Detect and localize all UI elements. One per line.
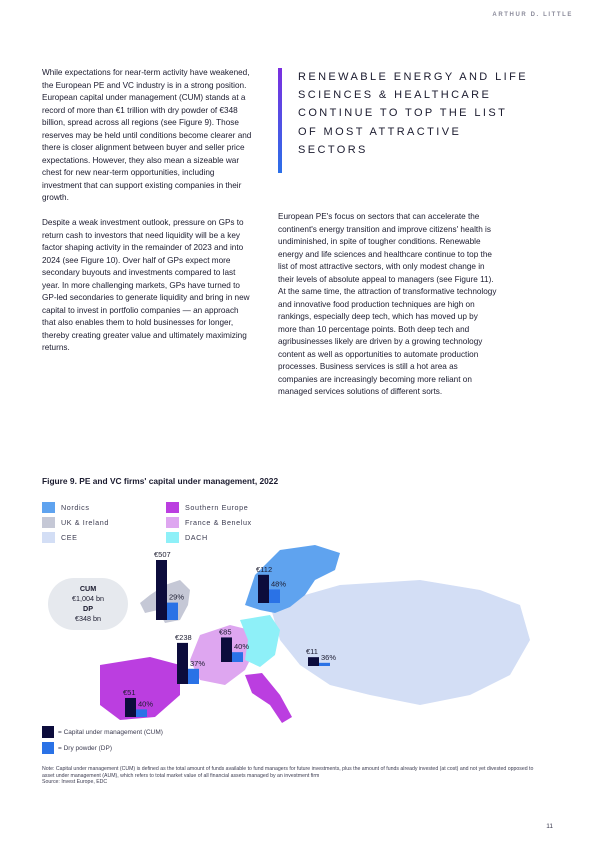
body-paragraph-2: Despite a weak investment outlook, pressure on GPs to return cash to investors that need liquidity will be a key factor shaping activity in the remainder of 2023 and into 2024 (see Figure 10). Over half of GPs expect more secondary buyouts and investments compared to last year. In more challenging markets, GPs have turned to GP-led secondaries to generate liquidity and bring in new capital to invest in portfolio companies — an approach that also enables them to hold businesses for longer, thereby creating greater value and ultimately maximizing returns. <box>42 218 250 352</box>
legend-item <box>166 500 252 515</box>
body-paragraph-3: European PE's focus on sectors that can accelerate the continent's energy transition and improve citizens' health is undiminished, in spite of tougher conditions. Renewable energy and life sciences and healthcare continue to top the list of most attractive sectors, with only modest change in their levels of absolute appeal to managers (see Figure 11). At the same time, the attraction of transformative technology and innovative food production techniques are high on rankings, especially deep tech, which has moved up by more than 10 percentage points. Both deep tech and agribusinesses likely are driven by a growing technology content as well as opportunities to automate production processes. Business services is still a hot area as companies are increasingly becoming more reliant on managed services solutions of different sorts. <box>278 212 497 396</box>
section-heading-block <box>278 68 528 159</box>
region-southern-europe-italy <box>245 673 292 723</box>
legend-label: CEE <box>61 533 78 542</box>
dp-bar-4 <box>136 709 147 717</box>
cum-bar-4 <box>125 698 136 717</box>
legend-label: UK & Ireland <box>61 518 109 527</box>
brand-name: ARTHUR D. LITTLE <box>492 12 573 18</box>
bar-legend-dp <box>42 742 112 754</box>
legend-swatch <box>166 502 179 513</box>
cum-summary-bubble <box>48 578 128 630</box>
legend-label: DACH <box>185 533 208 542</box>
cum-bar-0 <box>156 560 167 620</box>
region-cee <box>270 580 530 705</box>
legend-swatch <box>166 532 179 543</box>
dp-bar-5 <box>319 663 330 666</box>
cum-value-label-5: €11 <box>306 647 318 657</box>
dp-value: €348 bn <box>75 614 101 623</box>
left-column <box>42 67 254 367</box>
legend-swatch <box>42 532 55 543</box>
figure-title: Figure 9. PE and VC firms' capital under management, 2022 <box>42 476 279 486</box>
dp-bar-0 <box>167 603 178 620</box>
dp-value-label-1: 48% <box>271 579 287 589</box>
dp-value-label-3: 37% <box>190 658 206 668</box>
dp-legend-label: = Dry powder (DP) <box>58 744 112 752</box>
cum-bar-3 <box>177 643 188 684</box>
bar-legend-cum <box>42 726 163 738</box>
legend-label: Southern Europe <box>185 503 249 512</box>
note-text: Note: Capital under management (CUM) is defined as the total amount of funds available to fund managers for future investments, plus the amount of funds already invested (at cost) and not yet divested opposed to asset under management (AUM), which refers to total market value of all financial assets managed by an investment firm <box>42 766 534 779</box>
dp-value-label-0: 29% <box>169 592 185 602</box>
dp-bar-3 <box>188 669 199 684</box>
figure-note <box>42 766 542 786</box>
region-legend-right <box>166 500 252 545</box>
legend-item <box>166 530 252 545</box>
cum-bar-5 <box>308 657 319 666</box>
body-paragraph-1: While expectations for near-term activity have weakened, the European PE and VC industry is in a strong position. European capital under management (CUM) stands at a record of more than €1 trillion with dry powder of €348 billion, spread across all regions (see Figure 9). Those reserves may be held until conditions become clearer and there is closer alignment between buyer and seller price expectations. However, they also mean a sizeable war chest for new near-term opportunities, including investment that can support existing companies in their growth. <box>42 68 252 202</box>
cum-label: CUM <box>79 584 97 593</box>
legend-item <box>42 515 109 530</box>
cum-bar-2 <box>221 637 232 662</box>
cum-value: €1,004 bn <box>72 594 104 603</box>
legend-swatch <box>42 517 55 528</box>
legend-item <box>166 515 252 530</box>
cum-value-label-0: €507 <box>154 550 171 559</box>
page-number: 11 <box>546 823 553 830</box>
legend-label: France & Benelux <box>185 518 252 527</box>
europe-map <box>40 545 540 730</box>
dp-swatch <box>42 742 54 754</box>
source-text: Source: Invest Europe, EDC <box>42 779 108 786</box>
dp-value-label-4: 40% <box>138 699 154 709</box>
legend-swatch <box>166 517 179 528</box>
cum-value-label-4: €51 <box>123 687 136 697</box>
section-heading: RENEWABLE ENERGY AND LIFE SCIENCES & HEALTHCARE CONTINUE TO TOP THE LIST OF MOST ATTRACTIVE SECTORS <box>298 71 528 156</box>
dp-bar-1 <box>269 589 280 603</box>
dp-value-label-5: 36% <box>321 652 337 662</box>
legend-item <box>42 530 109 545</box>
dp-value-label-2: 40% <box>234 642 250 652</box>
legend-item <box>42 500 109 515</box>
cum-bar-1 <box>258 575 269 603</box>
right-column <box>278 211 498 399</box>
cum-legend-label: = Capital under management (CUM) <box>58 728 163 736</box>
cum-value-label-1: €112 <box>256 564 273 574</box>
legend-label: Nordics <box>61 503 90 512</box>
cum-swatch <box>42 726 54 738</box>
cum-value-label-3: €238 <box>175 632 192 642</box>
heading-accent-bar <box>278 68 282 173</box>
dp-label: DP <box>83 604 93 613</box>
cum-value-label-2: €85 <box>219 627 232 637</box>
region-legend-left <box>42 500 109 545</box>
legend-swatch <box>42 502 55 513</box>
dp-bar-2 <box>232 652 243 662</box>
